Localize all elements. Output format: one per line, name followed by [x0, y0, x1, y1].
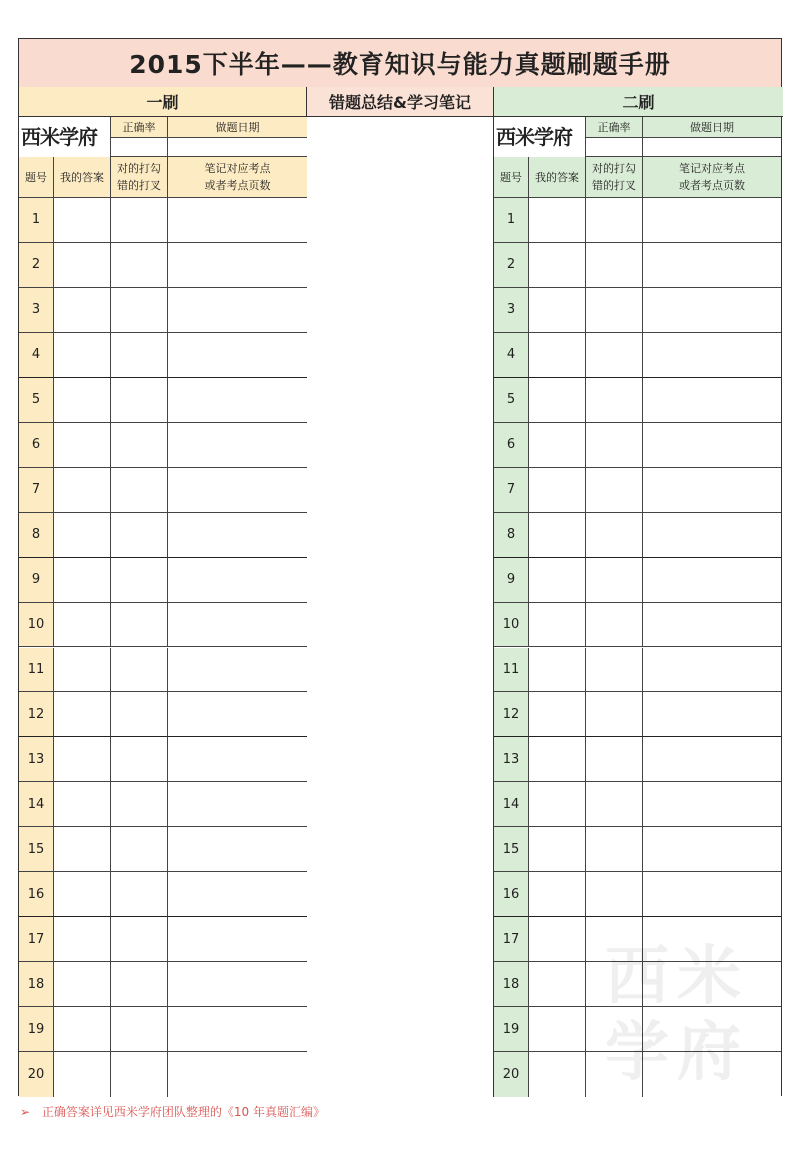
note-cell[interactable]: [168, 558, 307, 603]
answer-cell[interactable]: [529, 782, 586, 827]
first-round-header: 一刷: [19, 87, 307, 117]
question-number: 6: [494, 423, 529, 468]
note-cell[interactable]: [643, 423, 781, 468]
accuracy-field[interactable]: [586, 138, 643, 157]
question-number: 5: [494, 378, 529, 423]
mark-cell[interactable]: [111, 917, 168, 962]
answer-cell[interactable]: [54, 872, 111, 917]
accuracy-label: 正确率: [111, 117, 168, 138]
note-cell[interactable]: [643, 782, 781, 827]
question-number: 20: [494, 1052, 529, 1097]
answer-cell[interactable]: [54, 782, 111, 827]
note-cell[interactable]: [168, 333, 307, 378]
date-field[interactable]: [168, 138, 307, 157]
question-number: 15: [19, 827, 54, 872]
mark-cell[interactable]: [111, 962, 168, 1007]
watermark-logo: 西米 学府: [605, 940, 749, 1090]
note-cell[interactable]: [643, 872, 781, 917]
mark-cell[interactable]: [111, 198, 168, 243]
note-cell[interactable]: [168, 423, 307, 468]
answer-cell[interactable]: [54, 962, 111, 1007]
question-number: 16: [19, 872, 54, 917]
note-cell[interactable]: [643, 198, 781, 243]
mark-cell[interactable]: [111, 468, 168, 513]
mark-cell[interactable]: [586, 468, 643, 513]
notes-area[interactable]: [307, 117, 494, 1097]
mark-header: 对的打勾 错的打叉: [111, 157, 168, 198]
answer-cell[interactable]: [54, 1007, 111, 1052]
question-number: 10: [494, 603, 529, 648]
question-number: 17: [494, 917, 529, 962]
footnote: [20, 1103, 325, 1120]
question-number: 14: [494, 782, 529, 827]
date-field[interactable]: [643, 138, 781, 157]
my-answer-header: 我的答案: [54, 157, 111, 198]
accuracy-field[interactable]: [111, 138, 168, 157]
mark-cell[interactable]: [586, 288, 643, 333]
mark-cell[interactable]: [586, 423, 643, 468]
mark-cell[interactable]: [111, 243, 168, 288]
question-number: 17: [19, 917, 54, 962]
note-cell[interactable]: [643, 737, 781, 782]
answer-cell[interactable]: [529, 468, 586, 513]
note-cell[interactable]: [643, 603, 781, 648]
note-cell[interactable]: [168, 603, 307, 648]
note-cell[interactable]: [168, 737, 307, 782]
mark-cell[interactable]: [586, 827, 643, 872]
note-cell[interactable]: [643, 288, 781, 333]
answer-cell[interactable]: [529, 872, 586, 917]
note-cell[interactable]: [168, 872, 307, 917]
answer-cell[interactable]: [529, 648, 586, 693]
answer-cell[interactable]: [529, 962, 586, 1007]
brand-logo: 西米学府: [19, 117, 111, 157]
answer-cell[interactable]: [54, 333, 111, 378]
note-cell[interactable]: [643, 378, 781, 423]
date-label: 做题日期: [168, 117, 307, 138]
answer-cell[interactable]: [54, 692, 111, 737]
date-label: 做题日期: [643, 117, 781, 138]
question-number: 13: [19, 737, 54, 782]
note-cell[interactable]: [168, 288, 307, 333]
answer-cell[interactable]: [54, 737, 111, 782]
note-cell[interactable]: [643, 468, 781, 513]
answer-cell[interactable]: [54, 648, 111, 693]
note-header: 笔记对应考点 或者考点页数: [168, 157, 307, 198]
question-number: 13: [494, 737, 529, 782]
answer-cell[interactable]: [529, 603, 586, 648]
answer-cell[interactable]: [54, 603, 111, 648]
note-cell[interactable]: [643, 243, 781, 288]
note-cell[interactable]: [643, 333, 781, 378]
question-number: 2: [494, 243, 529, 288]
note-cell[interactable]: [643, 558, 781, 603]
note-cell[interactable]: [643, 513, 781, 558]
note-cell[interactable]: [168, 198, 307, 243]
answer-cell[interactable]: [529, 198, 586, 243]
question-number: 3: [19, 288, 54, 333]
mark-cell[interactable]: [111, 782, 168, 827]
note-cell[interactable]: [168, 1007, 307, 1052]
question-number: 8: [494, 513, 529, 558]
question-number-header: 题号: [19, 157, 54, 198]
question-number: 18: [19, 962, 54, 1007]
mark-cell[interactable]: [111, 423, 168, 468]
mark-cell[interactable]: [111, 333, 168, 378]
answer-cell[interactable]: [529, 288, 586, 333]
mark-cell[interactable]: [586, 333, 643, 378]
note-cell[interactable]: [168, 648, 307, 693]
question-number: 19: [494, 1007, 529, 1052]
answer-cell[interactable]: [54, 288, 111, 333]
second-round-header: 二刷: [494, 87, 783, 117]
question-number: 12: [19, 692, 54, 737]
my-answer-header: 我的答案: [529, 157, 586, 198]
note-cell[interactable]: [168, 378, 307, 423]
note-cell[interactable]: [168, 782, 307, 827]
mark-cell[interactable]: [111, 648, 168, 693]
question-number: 1: [19, 198, 54, 243]
question-number: 4: [19, 333, 54, 378]
answer-cell[interactable]: [529, 378, 586, 423]
note-cell[interactable]: [643, 692, 781, 737]
mark-cell[interactable]: [586, 558, 643, 603]
question-number: 14: [19, 782, 54, 827]
question-number: 19: [19, 1007, 54, 1052]
note-cell[interactable]: [168, 513, 307, 558]
mark-cell[interactable]: [586, 603, 643, 648]
answer-cell[interactable]: [529, 423, 586, 468]
answer-cell[interactable]: [54, 243, 111, 288]
mark-cell[interactable]: [111, 692, 168, 737]
mark-cell[interactable]: [111, 827, 168, 872]
note-cell[interactable]: [643, 827, 781, 872]
bullet-arrow-icon: ➢: [20, 1105, 31, 1119]
answer-cell[interactable]: [529, 1052, 586, 1097]
mark-cell[interactable]: [111, 288, 168, 333]
mark-cell[interactable]: [586, 692, 643, 737]
question-number: 10: [19, 603, 54, 648]
mark-cell[interactable]: [111, 513, 168, 558]
question-number: 18: [494, 962, 529, 1007]
page-title: 2015下半年——教育知识与能力真题刷题手册: [19, 39, 781, 88]
note-cell[interactable]: [168, 962, 307, 1007]
question-number: 11: [494, 648, 529, 693]
question-number: 8: [19, 513, 54, 558]
mark-header: 对的打勾 错的打叉: [586, 157, 643, 198]
answer-cell[interactable]: [54, 917, 111, 962]
answer-cell[interactable]: [54, 558, 111, 603]
mark-cell[interactable]: [586, 782, 643, 827]
answer-cell[interactable]: [54, 423, 111, 468]
answer-cell[interactable]: [529, 827, 586, 872]
question-number: 5: [19, 378, 54, 423]
answer-cell[interactable]: [529, 333, 586, 378]
answer-cell[interactable]: [529, 917, 586, 962]
mark-cell[interactable]: [586, 648, 643, 693]
question-number: 15: [494, 827, 529, 872]
notes-header: 错题总结&学习笔记: [307, 87, 494, 117]
question-number: 9: [494, 558, 529, 603]
answer-cell[interactable]: [529, 513, 586, 558]
answer-cell[interactable]: [54, 468, 111, 513]
mark-cell[interactable]: [111, 872, 168, 917]
mark-cell[interactable]: [586, 737, 643, 782]
question-number: 12: [494, 692, 529, 737]
mark-cell[interactable]: [586, 513, 643, 558]
note-cell[interactable]: [643, 648, 781, 693]
question-number: 1: [494, 198, 529, 243]
answer-cell[interactable]: [529, 737, 586, 782]
note-cell[interactable]: [168, 243, 307, 288]
mark-cell[interactable]: [111, 603, 168, 648]
question-number: 7: [19, 468, 54, 513]
answer-cell[interactable]: [529, 243, 586, 288]
mark-cell[interactable]: [111, 558, 168, 603]
question-number-header: 题号: [494, 157, 529, 198]
question-number: 11: [19, 648, 54, 693]
answer-cell[interactable]: [529, 692, 586, 737]
brand-logo: 西米学府: [494, 117, 586, 157]
answer-cell[interactable]: [529, 1007, 586, 1052]
answer-cell[interactable]: [54, 378, 111, 423]
note-cell[interactable]: [168, 917, 307, 962]
mark-cell[interactable]: [111, 1052, 168, 1097]
question-number: 6: [19, 423, 54, 468]
answer-cell[interactable]: [54, 198, 111, 243]
question-number: 16: [494, 872, 529, 917]
mark-cell[interactable]: [111, 378, 168, 423]
question-number: 3: [494, 288, 529, 333]
answer-cell[interactable]: [54, 827, 111, 872]
note-cell[interactable]: [168, 692, 307, 737]
question-number: 2: [19, 243, 54, 288]
accuracy-label: 正确率: [586, 117, 643, 138]
question-number: 20: [19, 1052, 54, 1097]
mark-cell[interactable]: [586, 872, 643, 917]
mark-cell[interactable]: [586, 198, 643, 243]
note-cell[interactable]: [168, 468, 307, 513]
answer-cell[interactable]: [529, 558, 586, 603]
mark-cell[interactable]: [586, 243, 643, 288]
mark-cell[interactable]: [111, 737, 168, 782]
footnote-text: 正确答案详见西米学府团队整理的《10 年真题汇编》: [41, 1105, 325, 1119]
mark-cell[interactable]: [111, 1007, 168, 1052]
answer-cell[interactable]: [54, 513, 111, 558]
note-header: 笔记对应考点 或者考点页数: [643, 157, 781, 198]
note-cell[interactable]: [168, 1052, 307, 1097]
mark-cell[interactable]: [586, 378, 643, 423]
question-number: 4: [494, 333, 529, 378]
answer-cell[interactable]: [54, 1052, 111, 1097]
note-cell[interactable]: [168, 827, 307, 872]
practice-sheet: [18, 38, 782, 1096]
question-number: 7: [494, 468, 529, 513]
question-number: 9: [19, 558, 54, 603]
